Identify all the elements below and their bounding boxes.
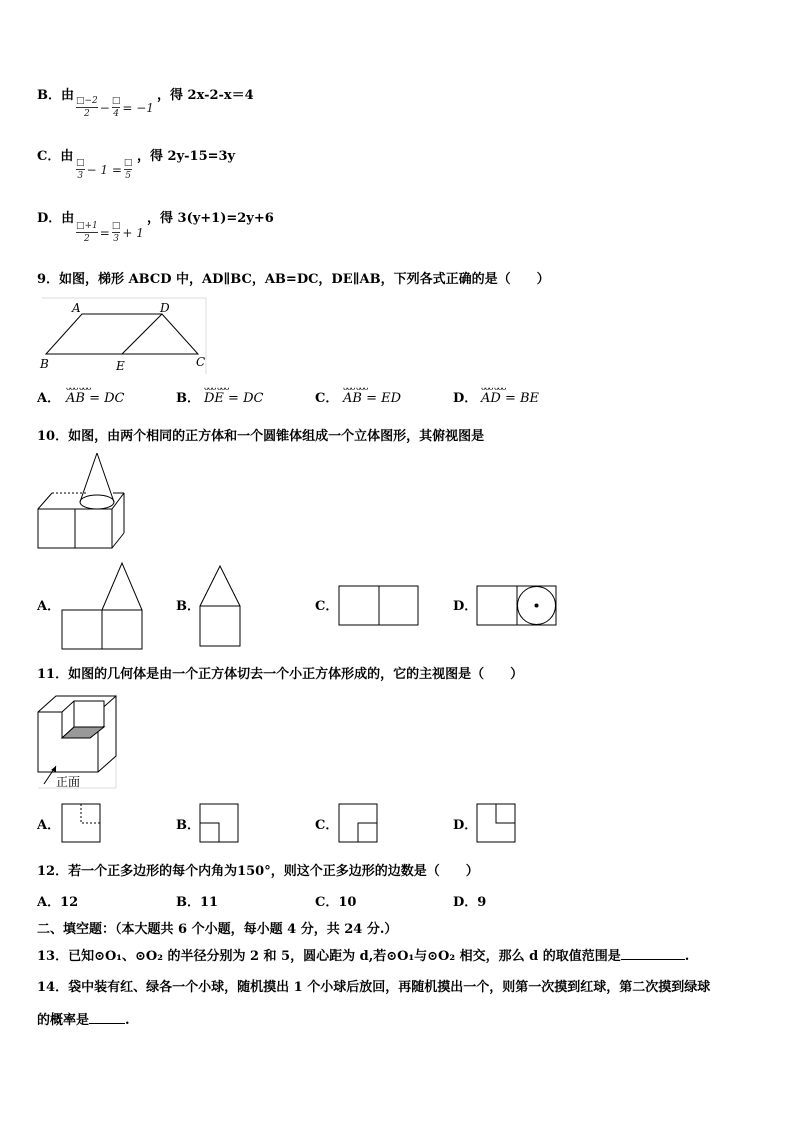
q11-option-a-label: A．: [37, 818, 61, 833]
q14-period: .: [125, 1013, 130, 1028]
section-heading: 二、填空题：（本大题共 6 个小题，每小题 4 分，共 24 分.）: [37, 922, 398, 937]
q12-option-d: D．9: [453, 895, 487, 910]
cubes-cone-figure: [38, 453, 130, 549]
q8-option-c-result: ，得 2y-15=3y: [137, 149, 236, 164]
fig-label-e: E: [116, 359, 125, 373]
q14-stem-line2: [37, 1014, 130, 1027]
q14-text: 的概率是: [37, 1013, 90, 1028]
q13-stem: [37, 950, 689, 963]
q11-option-d-label: D．: [453, 818, 478, 833]
fig-label-d: D: [160, 301, 170, 315]
q10-option-c-figure: [339, 586, 419, 626]
q10-option-b-figure: [200, 566, 240, 647]
q10-option-d-label: D．: [453, 599, 478, 614]
q11-option-d-figure: [477, 804, 517, 844]
q13-answer-blank[interactable]: [621, 959, 685, 960]
q9-option-a-label: A．: [37, 391, 61, 406]
q12-option-c: C．10: [315, 895, 357, 910]
front-label: 正面: [56, 775, 81, 789]
q10-option-b-label: B．: [176, 599, 200, 614]
q14-stem-line1: 14．袋中装有红、绿各一个小球，随机摸出 1 个小球后放回，再随机摸出一个，则第一次摸到红球，第二次摸到绿球: [37, 980, 711, 995]
q9-option-d-label: D．: [453, 391, 478, 406]
q8-option-c-label: C．由: [37, 149, 74, 164]
q9-option-d-expr: ᴗᴗᴗ ᴗᴗᴗ AD = BE: [481, 383, 540, 406]
q10-stem: 10．如图，由两个相同的正方体和一个圆锥体组成一个立体图形，其俯视图是: [37, 429, 485, 444]
q8-option-d-result: ，得 3(y+1)=2y+6: [147, 211, 274, 226]
q8-option-b-result: ，得 2x-2-x＝4: [157, 88, 254, 103]
q11-option-b-label: B．: [176, 818, 200, 833]
fig-label-c: C: [196, 355, 206, 369]
q12-option-b: B．11: [176, 895, 219, 910]
q9-option-c-expr: ᴗᴗᴗ ᴗᴗᴗ AB = ED: [343, 383, 402, 406]
q9-option-c-label: C．: [315, 391, 339, 406]
q11-option-b-figure: [200, 804, 240, 844]
q10-option-a-label: A．: [37, 599, 61, 614]
q11-option-a-figure: [62, 804, 102, 844]
q11-stem: 11．如图的几何体是由一个正方体切去一个小正方体形成的，它的主视图是（ ）: [37, 667, 524, 682]
q9-option-b-label: B．: [176, 391, 200, 406]
q14-answer-blank[interactable]: [89, 1023, 125, 1024]
fig-label-b: B: [40, 357, 49, 371]
q10-option-c-label: C．: [315, 599, 339, 614]
q10-option-d-figure: [477, 586, 557, 626]
q8-option-d-equation: □+1 2 = □ 3 + 1: [76, 221, 144, 244]
q8-option-c-equation: □ 3 − 1 = □ 5: [76, 158, 133, 181]
q10-option-a-figure: [62, 563, 142, 650]
q12-option-a: A．12: [37, 895, 79, 910]
q8-option-d-label: D．由: [37, 211, 75, 226]
q13-text: 13．已知⊙O₁、⊙O₂ 的半径分别为 2 和 5，圆心距为 d,若⊙O₁与⊙O₂ 相交，那么 d 的取值范围是: [37, 949, 621, 964]
q9-option-a-expr: ᴗᴗᴗ ᴗᴗᴗ AB = DC: [66, 383, 125, 406]
q13-period: .: [684, 949, 690, 964]
q8-option-b-label: B．由: [37, 88, 74, 103]
q11-option-c-label: C．: [315, 818, 339, 833]
q9-stem: 9．如图，梯形 ABCD 中，AD∥BC，AB=DC，DE∥AB，下列各式正确的是（ ）: [37, 272, 550, 287]
q8-option-b-equation: □−2 2 − □ 4 = −1: [76, 96, 154, 119]
q11-option-c-figure: [339, 804, 379, 844]
q12-stem: 12．若一个正多边形的每个内角为150°，则这个正多边形的边数是（ ）: [37, 864, 479, 879]
fig-label-a: A: [72, 301, 81, 315]
q9-option-b-expr: ᴗᴗᴗ ᴗᴗᴗ DE = DC: [204, 383, 264, 406]
